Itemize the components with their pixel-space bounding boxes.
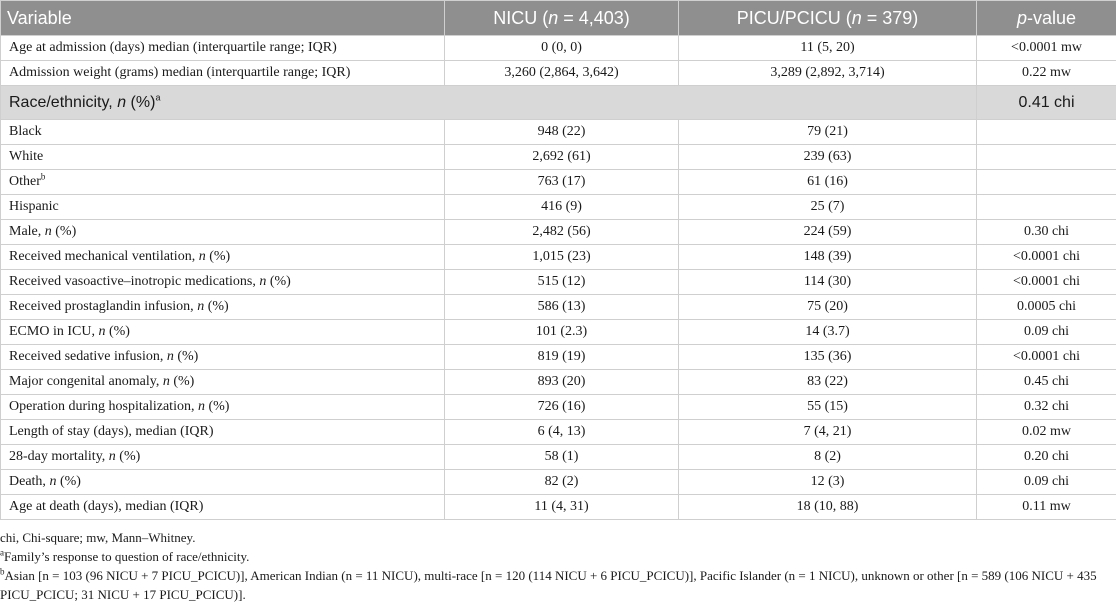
cell-pvalue: 0.0005 chi [977, 295, 1116, 320]
cell-variable [1, 145, 445, 170]
cell-picu: 75 (20) [679, 295, 977, 320]
header-pvalue-italic: p [1016, 7, 1027, 28]
cell-variable [1, 195, 445, 220]
cell-pvalue: <0.0001 chi [977, 245, 1116, 270]
race-label-n: n [117, 93, 127, 111]
cell-variable-n: n [259, 274, 267, 289]
header-picu [679, 1, 977, 36]
header-pvalue [977, 1, 1116, 36]
cell-nicu: 763 (17) [445, 170, 679, 195]
cell-variable-suffix: (%) [266, 274, 291, 289]
footnote-a-mark: a [0, 547, 4, 558]
cell-variable-n: n [197, 299, 205, 314]
header-picu-prefix: PICU/PCICU ( [736, 7, 852, 28]
table-row [1, 120, 1116, 145]
cell-variable-prefix: Received vasoactive–inotropic medications, [9, 274, 260, 289]
cell-variable-text: Black [9, 124, 42, 139]
cell-variable [1, 295, 445, 320]
cell-picu: 7 (4, 21) [679, 420, 977, 445]
cell-picu: 3,289 (2,892, 3,714) [679, 61, 977, 86]
cell-picu: 11 (5, 20) [679, 36, 977, 61]
cell-picu: 61 (16) [679, 170, 977, 195]
table-row [1, 145, 1116, 170]
cell-variable [1, 120, 445, 145]
cell-variable [1, 345, 445, 370]
cell-variable-n: n [44, 224, 52, 239]
cell-pvalue: 0.22 mw [977, 61, 1116, 86]
cell-picu: 55 (15) [679, 395, 977, 420]
table-row [1, 195, 1116, 220]
table-row [1, 36, 1116, 61]
cell-variable-suffix: (%) [56, 474, 81, 489]
cell-nicu: 6 (4, 13) [445, 420, 679, 445]
race-section-label [1, 86, 977, 120]
cell-variable-suffix: (%) [115, 449, 141, 464]
cell-variable-suffix: (%) [204, 399, 230, 414]
cell-variable [1, 470, 445, 495]
cell-variable [1, 170, 445, 195]
cell-nicu: 11 (4, 31) [445, 495, 679, 520]
header-pvalue-suffix: -value [1026, 7, 1077, 28]
cell-pvalue [977, 170, 1116, 195]
cell-variable-n: n [198, 249, 206, 264]
cell-pvalue: <0.0001 chi [977, 270, 1116, 295]
footnote-a-text: Family’s response to question of race/ethnicity. [4, 549, 250, 564]
header-nicu-suffix: = 4,403) [558, 7, 630, 28]
cell-pvalue: 0.09 chi [977, 320, 1116, 345]
cell-variable [1, 245, 445, 270]
cell-variable [1, 395, 445, 420]
cell-variable-prefix: Death, [9, 474, 50, 489]
cell-picu: 8 (2) [679, 445, 977, 470]
cell-variable [1, 270, 445, 295]
cell-pvalue: <0.0001 chi [977, 345, 1116, 370]
cell-variable-n: n [162, 374, 170, 389]
cell-nicu: 82 (2) [445, 470, 679, 495]
cell-variable: Age at admission (days) median (interquartile range; IQR) [1, 36, 445, 61]
cell-nicu: 0 (0, 0) [445, 36, 679, 61]
cell-picu: 239 (63) [679, 145, 977, 170]
footnote-b-text: Asian [n = 103 (96 NICU + 7 PICU_PCICU)], American Indian (n = 11 NICU), multi-race [n = 120 (114 NICU + 6 PICU_PCICU)], Pacific Islander (n = 1 NICU), unknown or other [n = 589 (106 NICU + 435 PICU_PCICU; 31 NICU + 17 PICU_PCICU)]. [0, 568, 1097, 602]
cell-variable-prefix: Male, [9, 224, 45, 239]
cell-variable-suffix: (%) [105, 324, 130, 339]
cell-picu: 79 (21) [679, 120, 977, 145]
cell-picu: 148 (39) [679, 245, 977, 270]
cell-variable-prefix: Received prostaglandin infusion, [9, 299, 198, 314]
cell-variable-prefix: ECMO in ICU, [9, 324, 99, 339]
cell-variable-prefix: Age at death (days), median (IQR) [9, 499, 204, 514]
race-label-prefix: Race/ethnicity, [9, 93, 118, 111]
cell-variable [1, 320, 445, 345]
cell-pvalue: 0.20 chi [977, 445, 1116, 470]
header-variable: Variable [1, 1, 445, 36]
table-row [1, 420, 1116, 445]
table-row [1, 370, 1116, 395]
cell-variable-n: n [166, 349, 174, 364]
footnotes [0, 528, 1110, 604]
cell-nicu: 2,482 (56) [445, 220, 679, 245]
cell-picu: 135 (36) [679, 345, 977, 370]
header-nicu-prefix: NICU ( [493, 7, 549, 28]
footnote-b [0, 566, 1110, 604]
cell-nicu: 819 (19) [445, 345, 679, 370]
cell-variable-prefix: Received mechanical ventilation, [9, 249, 199, 264]
cell-variable-text: Other [9, 174, 41, 189]
header-picu-n: n [851, 7, 862, 28]
cell-pvalue [977, 195, 1116, 220]
cell-pvalue [977, 120, 1116, 145]
race-label-sup: a [155, 92, 161, 103]
header-nicu [445, 1, 679, 36]
cell-picu: 83 (22) [679, 370, 977, 395]
cell-variable-text: White [9, 149, 44, 164]
cell-variable-suffix: (%) [204, 299, 229, 314]
cell-variable-prefix: Operation during hospitalization, [9, 399, 198, 414]
cell-variable-prefix: Major congenital anomaly, [9, 374, 163, 389]
cell-picu: 224 (59) [679, 220, 977, 245]
cell-variable [1, 220, 445, 245]
cell-variable-prefix: 28-day mortality, [9, 449, 109, 464]
cell-variable: Admission weight (grams) median (interquartile range; IQR) [1, 61, 445, 86]
footnote-a [0, 547, 1110, 566]
table-row [1, 320, 1116, 345]
cell-variable-prefix: Length of stay (days), median (IQR) [9, 424, 214, 439]
header-picu-suffix: = 379) [861, 7, 919, 28]
cell-variable-n: n [98, 324, 106, 339]
cell-variable [1, 370, 445, 395]
cell-nicu: 586 (13) [445, 295, 679, 320]
cell-pvalue: 0.09 chi [977, 470, 1116, 495]
cell-nicu: 893 (20) [445, 370, 679, 395]
cell-nicu: 101 (2.3) [445, 320, 679, 345]
table-row [1, 445, 1116, 470]
header-nicu-n: n [548, 7, 559, 28]
table-row [1, 170, 1116, 195]
cell-nicu: 1,015 (23) [445, 245, 679, 270]
table-row [1, 220, 1116, 245]
cell-variable [1, 495, 445, 520]
cell-variable-suffix: (%) [169, 374, 195, 389]
cell-nicu: 515 (12) [445, 270, 679, 295]
footnote-abbrev: chi, Chi-square; mw, Mann–Whitney. [0, 530, 196, 545]
cell-nicu: 3,260 (2,864, 3,642) [445, 61, 679, 86]
cell-variable-n: n [108, 449, 116, 464]
cell-nicu: 726 (16) [445, 395, 679, 420]
table-row [1, 245, 1116, 270]
cell-variable [1, 445, 445, 470]
cell-variable-n: n [197, 399, 205, 414]
race-section-row [1, 86, 1116, 120]
race-label-suffix: (%) [126, 93, 156, 111]
cell-pvalue: 0.11 mw [977, 495, 1116, 520]
cell-pvalue: 0.45 chi [977, 370, 1116, 395]
cell-variable-suffix: (%) [205, 249, 231, 264]
table-row [1, 470, 1116, 495]
cell-pvalue: 0.02 mw [977, 420, 1116, 445]
table-row [1, 495, 1116, 520]
table-row [1, 395, 1116, 420]
table-row [1, 295, 1116, 320]
footnote-b-mark: b [0, 566, 5, 577]
table-row [1, 345, 1116, 370]
cell-picu: 25 (7) [679, 195, 977, 220]
table-row [1, 270, 1116, 295]
cell-picu: 12 (3) [679, 470, 977, 495]
cell-nicu: 58 (1) [445, 445, 679, 470]
cell-nicu: 416 (9) [445, 195, 679, 220]
cell-variable-text: Hispanic [9, 199, 59, 214]
cell-variable-sup: b [40, 171, 46, 182]
table-row [1, 61, 1116, 86]
cell-pvalue [977, 145, 1116, 170]
header-row [1, 1, 1116, 36]
cell-variable-suffix: (%) [51, 224, 77, 239]
cell-pvalue: 0.32 chi [977, 395, 1116, 420]
cell-nicu: 2,692 (61) [445, 145, 679, 170]
cell-variable-n: n [49, 474, 57, 489]
cell-pvalue: 0.30 chi [977, 220, 1116, 245]
cell-picu: 14 (3.7) [679, 320, 977, 345]
cell-variable-prefix: Received sedative infusion, [9, 349, 167, 364]
cell-pvalue: <0.0001 mw [977, 36, 1116, 61]
cell-nicu: 948 (22) [445, 120, 679, 145]
cell-picu: 18 (10, 88) [679, 495, 977, 520]
cell-picu: 114 (30) [679, 270, 977, 295]
race-section-pvalue: 0.41 chi [977, 86, 1116, 120]
cell-variable [1, 420, 445, 445]
cell-variable-suffix: (%) [173, 349, 199, 364]
